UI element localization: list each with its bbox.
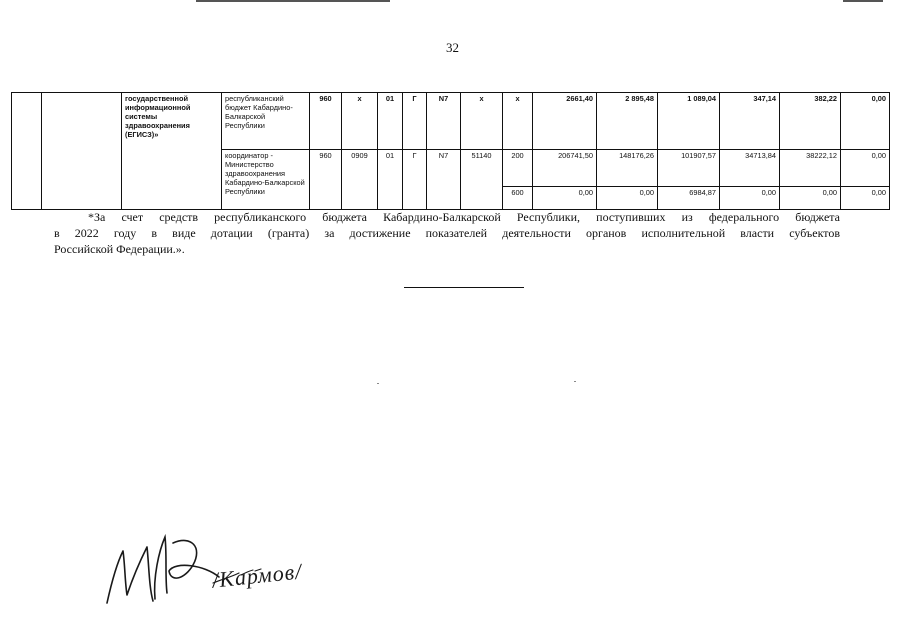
table-cell-cs: x — [461, 93, 503, 150]
table-cell-vr: 600 — [503, 187, 533, 210]
table-cell-cs: 51140 — [461, 150, 503, 210]
table-cell-g: Г — [403, 93, 427, 150]
table-cell-value: 0,00 — [841, 187, 890, 210]
table-cell-value: 0,00 — [780, 187, 841, 210]
table-cell-empty — [42, 93, 122, 210]
table-cell-grbs: 960 — [310, 93, 342, 150]
table-cell-value: 0,00 — [597, 187, 658, 210]
table-cell-value: 6984,87 — [658, 187, 720, 210]
table-cell-source: республиканский бюджет Кабардино-Балкарской Республики — [222, 93, 310, 150]
table-cell-grbs: 960 — [310, 150, 342, 210]
scan-speck — [377, 383, 379, 384]
table-cell-value: 0,00 — [533, 187, 597, 210]
table-cell-rz: 0909 — [342, 150, 378, 210]
table-cell-vr: 200 — [503, 150, 533, 187]
table-cell-value: 2661,40 — [533, 93, 597, 150]
page-number: 32 — [446, 40, 459, 55]
table-cell-value: 38222,12 — [780, 150, 841, 187]
table-cell-empty — [12, 93, 42, 210]
footnote — [54, 209, 840, 257]
table-cell-value: 148176,26 — [597, 150, 658, 187]
scan-speck — [574, 381, 576, 382]
top-rule-right — [843, 0, 883, 2]
separator-line — [404, 287, 524, 288]
footnote-line: Российской Федерации.». — [54, 242, 185, 256]
top-rule-left — [196, 0, 390, 2]
table-cell-pr: 01 — [378, 150, 403, 210]
table-cell-n: N7 — [427, 93, 461, 150]
table-cell-value: 101907,57 — [658, 150, 720, 187]
table-cell-source: координатор - Министерство здравоохранения Кабардино-Балкарской Республики — [222, 150, 310, 210]
table-cell-pr: 01 — [378, 93, 403, 150]
table-cell-measure-name: государственной информационной системы здравоохранения (ЕГИСЗ)» — [122, 93, 222, 210]
table-cell-value: 382,22 — [780, 93, 841, 150]
table-cell-value: 2 895,48 — [597, 93, 658, 150]
signature-name: /Кармов/ — [210, 558, 304, 593]
footnote-line: в 2022 году в виде дотации (гранта) за достижение показателей деятельности органов исполнительной власти субъектов — [54, 226, 840, 240]
table-cell-rz: x — [342, 93, 378, 150]
table-cell-vr: x — [503, 93, 533, 150]
table-cell-value: 1 089,04 — [658, 93, 720, 150]
table-row — [12, 93, 890, 150]
table-cell-value: 0,00 — [841, 150, 890, 187]
footnote-line: *За счет средств республиканского бюджета Кабардино-Балкарской Республики, поступивших из федерального бюджета — [88, 210, 840, 224]
table-cell-value: 347,14 — [720, 93, 780, 150]
table-cell-n: N7 — [427, 150, 461, 210]
budget-table — [11, 92, 890, 210]
table-cell-value: 34713,84 — [720, 150, 780, 187]
table-cell-g: Г — [403, 150, 427, 210]
table-cell-value: 0,00 — [720, 187, 780, 210]
table-cell-value: 206741,50 — [533, 150, 597, 187]
table-cell-value: 0,00 — [841, 93, 890, 150]
